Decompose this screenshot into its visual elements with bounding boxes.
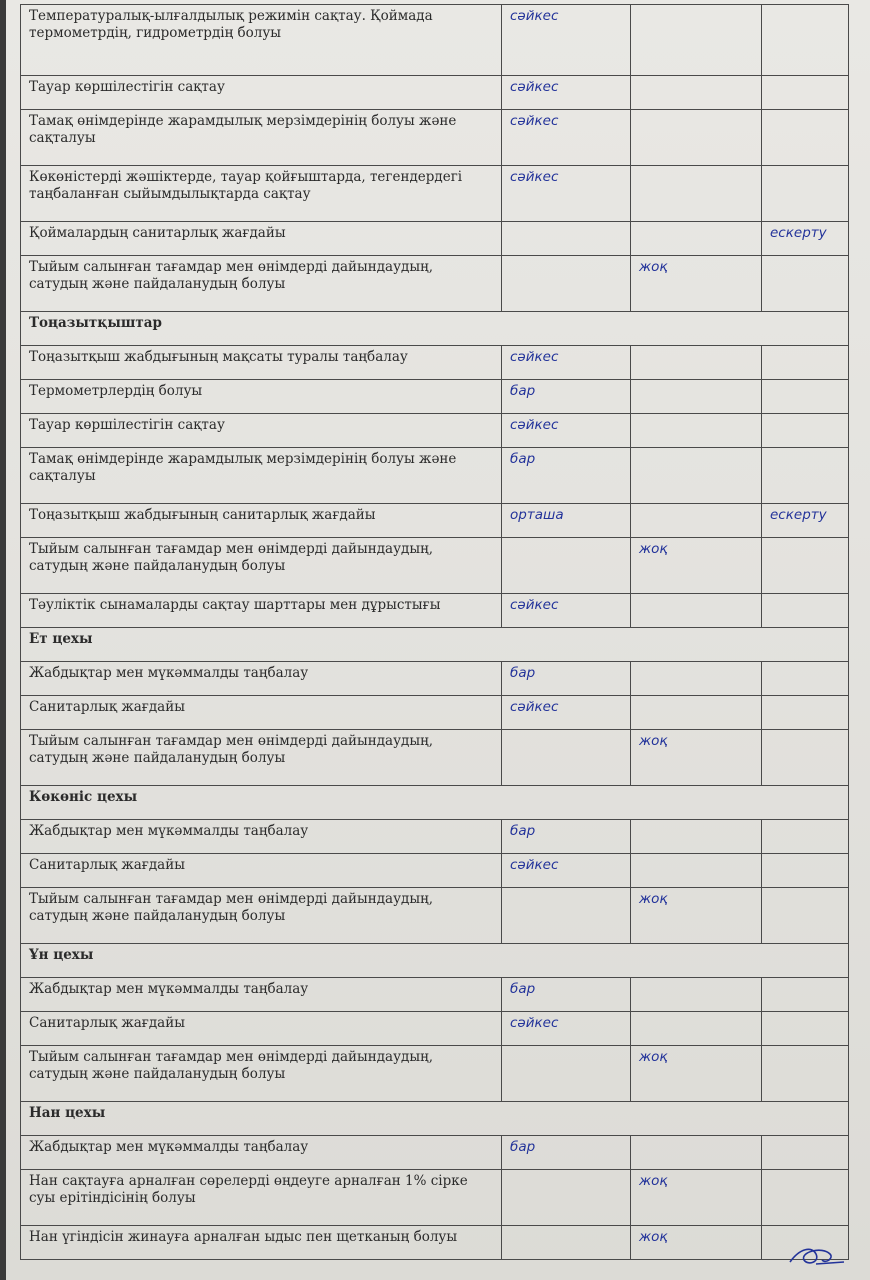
- compliance-mark: сәйкес: [502, 854, 631, 888]
- compliance-mark: сәйкес: [502, 346, 631, 380]
- criterion-label: Тыйым салынған тағамдар мен өнімдерді дайындаудың, сатудың және пайдаланудың болуы: [21, 538, 502, 594]
- compliance-mark: бар: [502, 820, 631, 854]
- remark-mark: [762, 110, 849, 166]
- absence-mark: [631, 594, 762, 628]
- checklist-row: [21, 854, 849, 888]
- section-header-row: [21, 628, 849, 662]
- remark-mark: [762, 730, 849, 786]
- absence-mark: [631, 662, 762, 696]
- inspection-checklist-table: [20, 4, 849, 1260]
- absence-mark: [631, 854, 762, 888]
- absence-mark: [631, 1136, 762, 1170]
- checklist-row: [21, 110, 849, 166]
- absence-mark: [631, 448, 762, 504]
- checklist-row: [21, 166, 849, 222]
- section-header-row: [21, 312, 849, 346]
- checklist-row: [21, 820, 849, 854]
- criterion-label: Нан үгіндісін жинауға арналған ыдыс пен щетканың болуы: [21, 1226, 502, 1260]
- criterion-label: Көкөністерді жәшіктерде, тауар қойғыштарда, тегендердегі таңбаланған сыйымдылықтарда сақтау: [21, 166, 502, 222]
- absence-mark: [631, 380, 762, 414]
- criterion-label: Тыйым салынған тағамдар мен өнімдерді дайындаудың, сатудың және пайдаланудың болуы: [21, 256, 502, 312]
- checklist-row: [21, 978, 849, 1012]
- checklist-row: [21, 1136, 849, 1170]
- compliance-mark: сәйкес: [502, 76, 631, 110]
- criterion-label: Тамақ өнімдерінде жарамдылық мерзімдерінің болуы және сақталуы: [21, 448, 502, 504]
- remark-mark: [762, 166, 849, 222]
- section-header-row: [21, 944, 849, 978]
- absence-mark: [631, 166, 762, 222]
- absence-mark: [631, 110, 762, 166]
- compliance-mark: [502, 730, 631, 786]
- criterion-label: Тоңазытқыш жабдығының санитарлық жағдайы: [21, 504, 502, 538]
- compliance-mark: сәйкес: [502, 5, 631, 76]
- compliance-mark: бар: [502, 978, 631, 1012]
- absence-mark: [631, 1012, 762, 1046]
- checklist-row: [21, 76, 849, 110]
- compliance-mark: сәйкес: [502, 414, 631, 448]
- absence-mark: [631, 346, 762, 380]
- remark-mark: [762, 346, 849, 380]
- criterion-label: Тауар көршілестігін сақтау: [21, 414, 502, 448]
- checklist-row: [21, 346, 849, 380]
- absence-mark: жоқ: [631, 1226, 762, 1260]
- remark-mark: [762, 76, 849, 110]
- compliance-mark: орташа: [502, 504, 631, 538]
- compliance-mark: [502, 1170, 631, 1226]
- remark-mark: [762, 662, 849, 696]
- compliance-mark: бар: [502, 380, 631, 414]
- compliance-mark: [502, 1046, 631, 1102]
- compliance-mark: [502, 256, 631, 312]
- checklist-row: [21, 222, 849, 256]
- remark-mark: [762, 820, 849, 854]
- absence-mark: [631, 414, 762, 448]
- checklist-row: [21, 504, 849, 538]
- checklist-row: [21, 448, 849, 504]
- absence-mark: [631, 820, 762, 854]
- compliance-mark: [502, 1226, 631, 1260]
- remark-mark: [762, 414, 849, 448]
- absence-mark: [631, 5, 762, 76]
- absence-mark: жоқ: [631, 256, 762, 312]
- checklist-row: [21, 1170, 849, 1226]
- remark-mark: [762, 696, 849, 730]
- checklist-row: [21, 1046, 849, 1102]
- criterion-label: Санитарлық жағдайы: [21, 696, 502, 730]
- checklist-row: [21, 1012, 849, 1046]
- compliance-mark: [502, 222, 631, 256]
- remark-mark: [762, 1046, 849, 1102]
- compliance-mark: сәйкес: [502, 166, 631, 222]
- compliance-mark: [502, 888, 631, 944]
- remark-mark: [762, 5, 849, 76]
- absence-mark: жоқ: [631, 1046, 762, 1102]
- checklist-row: [21, 594, 849, 628]
- criterion-label: Жабдықтар мен мүкәммалды таңбалау: [21, 1136, 502, 1170]
- absence-mark: [631, 222, 762, 256]
- absence-mark: [631, 76, 762, 110]
- criterion-label: Тыйым салынған тағамдар мен өнімдерді дайындаудың, сатудың және пайдаланудың болуы: [21, 888, 502, 944]
- criterion-label: Жабдықтар мен мүкәммалды таңбалау: [21, 662, 502, 696]
- checklist-row: [21, 696, 849, 730]
- criterion-label: Қоймалардың санитарлық жағдайы: [21, 222, 502, 256]
- remark-mark: [762, 888, 849, 944]
- criterion-label: Тыйым салынған тағамдар мен өнімдерді дайындаудың, сатудың және пайдаланудың болуы: [21, 1046, 502, 1102]
- criterion-label: Тоңазытқыш жабдығының мақсаты туралы таңбалау: [21, 346, 502, 380]
- remark-mark: [762, 538, 849, 594]
- compliance-mark: [502, 538, 631, 594]
- remark-mark: [762, 1012, 849, 1046]
- compliance-mark: бар: [502, 1136, 631, 1170]
- checklist-row: [21, 888, 849, 944]
- signature-mark: [786, 1242, 848, 1270]
- checklist-row: [21, 538, 849, 594]
- checklist-row: [21, 380, 849, 414]
- checklist-row: [21, 730, 849, 786]
- criterion-label: Жабдықтар мен мүкәммалды таңбалау: [21, 820, 502, 854]
- remark-mark: [762, 854, 849, 888]
- criterion-label: Жабдықтар мен мүкәммалды таңбалау: [21, 978, 502, 1012]
- absence-mark: [631, 504, 762, 538]
- document-page: [6, 0, 870, 1280]
- remark-mark: ескерту: [762, 222, 849, 256]
- checklist-row: [21, 414, 849, 448]
- section-header-row: [21, 1102, 849, 1136]
- criterion-label: Тамақ өнімдерінде жарамдылық мерзімдерінің болуы және сақталуы: [21, 110, 502, 166]
- criterion-label: Тыйым салынған тағамдар мен өнімдерді дайындаудың, сатудың және пайдаланудың болуы: [21, 730, 502, 786]
- criterion-label: Термометрлердің болуы: [21, 380, 502, 414]
- checklist-row: [21, 662, 849, 696]
- compliance-mark: сәйкес: [502, 696, 631, 730]
- compliance-mark: сәйкес: [502, 110, 631, 166]
- compliance-mark: бар: [502, 662, 631, 696]
- criterion-label: Санитарлық жағдайы: [21, 1012, 502, 1046]
- absence-mark: [631, 696, 762, 730]
- criterion-label: Санитарлық жағдайы: [21, 854, 502, 888]
- absence-mark: жоқ: [631, 1170, 762, 1226]
- compliance-mark: бар: [502, 448, 631, 504]
- checklist-row: [21, 1226, 849, 1260]
- compliance-mark: сәйкес: [502, 1012, 631, 1046]
- section-title: Ұн цехы: [21, 944, 849, 978]
- criterion-label: Температуралық-ылғалдылық режимін сақтау. Қоймада термометрдің, гидрометрдің болуы: [21, 5, 502, 76]
- criterion-label: Тауар көршілестігін сақтау: [21, 76, 502, 110]
- remark-mark: [762, 380, 849, 414]
- checklist-row: [21, 256, 849, 312]
- absence-mark: жоқ: [631, 888, 762, 944]
- absence-mark: [631, 978, 762, 1012]
- criterion-label: Нан сақтауға арналған сөрелерді өңдеуге арналған 1% сірке суы ерітіндісінің болуы: [21, 1170, 502, 1226]
- section-header-row: [21, 786, 849, 820]
- criterion-label: Тәуліктік сынамаларды сақтау шарттары мен дұрыстығы: [21, 594, 502, 628]
- checklist-row: [21, 5, 849, 76]
- compliance-mark: сәйкес: [502, 594, 631, 628]
- section-title: Тоңазытқыштар: [21, 312, 849, 346]
- remark-mark: [762, 594, 849, 628]
- remark-mark: [762, 1136, 849, 1170]
- remark-mark: ескерту: [762, 504, 849, 538]
- absence-mark: жоқ: [631, 538, 762, 594]
- remark-mark: [762, 1170, 849, 1226]
- section-title: Ет цехы: [21, 628, 849, 662]
- remark-mark: [762, 978, 849, 1012]
- remark-mark: [762, 256, 849, 312]
- remark-mark: [762, 448, 849, 504]
- section-title: Көкөніс цехы: [21, 786, 849, 820]
- section-title: Нан цехы: [21, 1102, 849, 1136]
- absence-mark: жоқ: [631, 730, 762, 786]
